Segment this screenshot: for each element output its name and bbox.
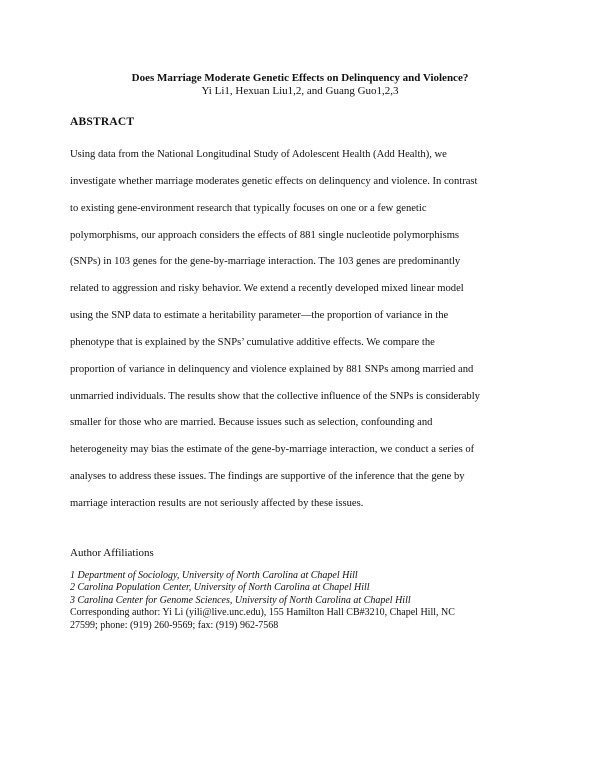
corresponding-author bbox=[70, 607, 540, 632]
paper-title: Does Marriage Moderate Genetic Effects on Delinquency and Violence? bbox=[131, 72, 469, 84]
abstract-line: analyses to address these issues. The findings are supportive of the inference that the gene by bbox=[70, 471, 465, 483]
affiliations-heading: Author Affiliations bbox=[70, 547, 154, 559]
affiliation-item: 2 Carolina Population Center, University of North Carolina at Chapel Hill bbox=[70, 582, 370, 594]
abstract-line: phenotype that is explained by the SNPs’ cumulative additive effects. We compare the bbox=[70, 336, 435, 348]
affiliations-list bbox=[70, 570, 540, 632]
abstract-line: proportion of variance in delinquency and violence explained by 881 SNPs among married and bbox=[70, 363, 474, 375]
abstract-line: Using data from the National Longitudinal Study of Adolescent Health (Add Health), we bbox=[70, 149, 447, 160]
abstract-heading: ABSTRACT bbox=[70, 116, 135, 128]
abstract-line: smaller for those who are married. Because issues such as selection, confounding and bbox=[70, 417, 433, 429]
title-block bbox=[70, 72, 530, 98]
affiliation-item: 3 Carolina Center for Genome Sciences, University of North Carolina at Chapel Hill bbox=[70, 594, 411, 606]
author-list: Yi Li1, Hexuan Liu1,2, and Guang Guo1,2,3 bbox=[201, 85, 399, 97]
abstract-line: unmarried individuals. The results show that the collective influence of the SNPs is considerably bbox=[70, 390, 480, 402]
abstract-line: using the SNP data to estimate a heritability parameter—the proportion of variance in the bbox=[70, 310, 449, 322]
affiliation-item: 1 Department of Sociology, University of North Carolina at Chapel Hill bbox=[70, 570, 358, 581]
corresponding-line: Corresponding author: Yi Li (yili@live.unc.edu), 155 Hamilton Hall CB#3210, Chapel Hill, NC bbox=[70, 607, 455, 619]
abstract-line: investigate whether marriage moderates genetic effects on delinquency and violence. In contrast bbox=[70, 175, 478, 187]
abstract-line: related to aggression and risky behavior. We extend a recently developed mixed linear model bbox=[70, 283, 464, 295]
abstract-line: (SNPs) in 103 genes for the gene-by-marriage interaction. The 103 genes are predominantly bbox=[70, 256, 461, 268]
corresponding-line: 27599; phone: (919) 260-9569; fax: (919) 962-7568 bbox=[70, 619, 279, 631]
abstract-line: heterogeneity may bias the estimate of the gene-by-marriage interaction, we conduct a series of bbox=[70, 444, 475, 456]
abstract-line: to existing gene-environment research that typically focuses on one or a few genetic bbox=[70, 202, 427, 214]
abstract-body bbox=[70, 142, 532, 518]
abstract-line: marriage interaction results are not seriously affected by these issues. bbox=[70, 497, 364, 509]
abstract-line: polymorphisms, our approach considers the effects of 881 single nucleotide polymorphisms bbox=[70, 229, 460, 241]
